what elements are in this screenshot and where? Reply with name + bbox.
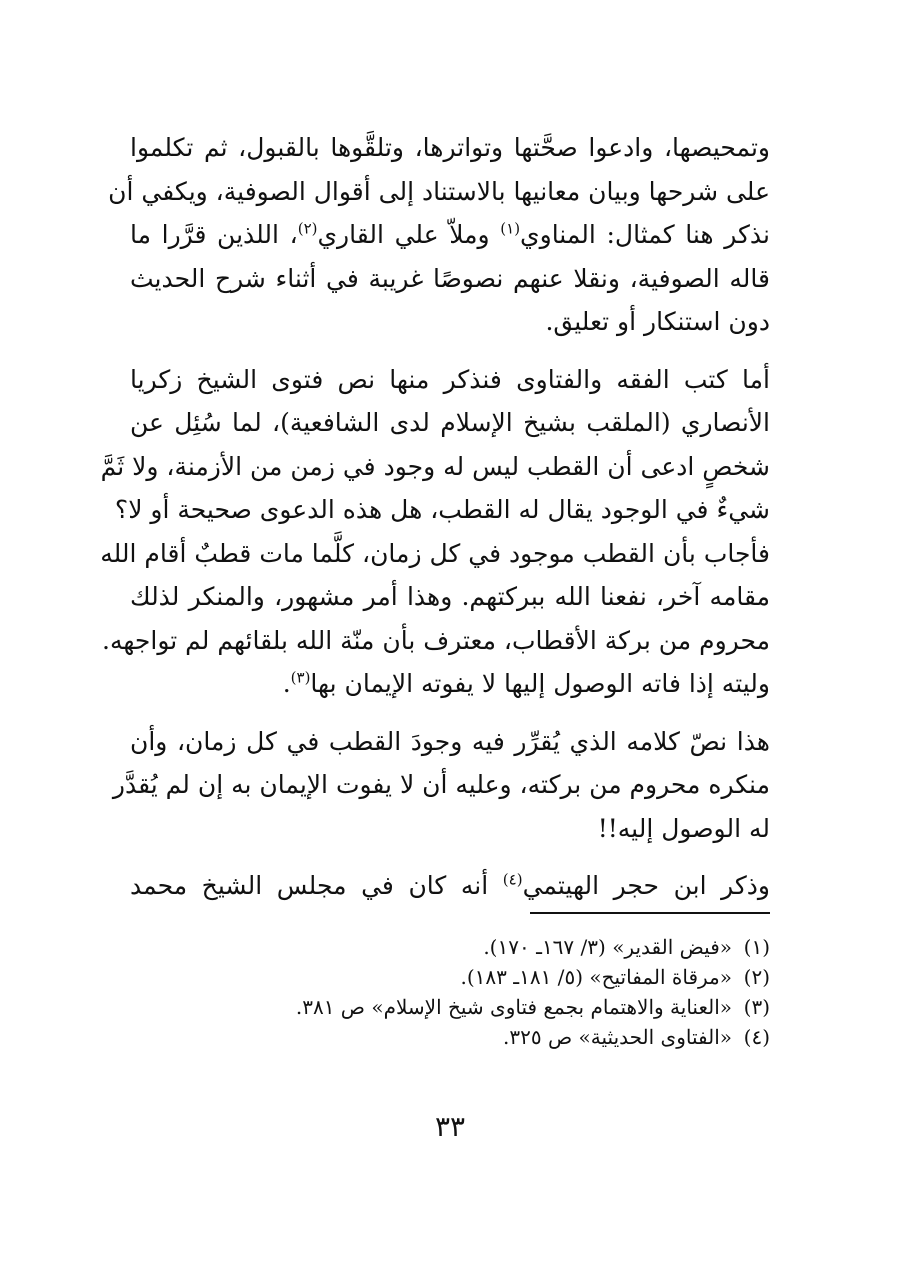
text-line: مقامه آخر، نفعنا الله ببركتهم. وهذا أمر مشهور، والمنكر لذلك xyxy=(130,582,770,611)
footnote-ref-3[interactable]: (٣) xyxy=(290,668,311,687)
text-line: نذكر هنا كمثال: المناوي$^{(١)}$ وملاّ علي القاري$^{(٢)}$، اللذين قرَّرا ما xyxy=(130,219,770,249)
footnote-text: «العناية والاهتمام بجمع فتاوى شيخ الإسلام» ص ٣٨١. xyxy=(295,995,732,1019)
paragraph-4 xyxy=(130,864,770,908)
footnote-number: (١) xyxy=(743,935,770,959)
text-line: شخصٍ ادعى أن القطب ليس له وجود في زمن من الأزمنة، ولا ثَمَّ xyxy=(100,451,770,481)
text-line: هذا نصّ كلامه الذي يُقرِّر فيه وجودَ القطب في كل زمان، وأن xyxy=(130,726,770,756)
footnote-text: «فيض القدير» (٣/ ١٦٧ـ ١٧٠). xyxy=(483,935,732,959)
footnote-3 xyxy=(130,992,770,1022)
footnote-ref-1[interactable]: (١) xyxy=(500,219,521,238)
footnote-text: «مرقاة المفاتيح» (٥/ ١٨١ـ ١٨٣). xyxy=(460,965,732,989)
paragraph-2 xyxy=(100,358,770,706)
footnotes xyxy=(130,932,770,1052)
footnote-ref-4[interactable]: (٤) xyxy=(502,870,523,889)
footnote-number: (٤) xyxy=(743,1025,770,1049)
footnote-2 xyxy=(130,962,770,992)
page-number: ٣٣ xyxy=(434,1110,466,1143)
footnote-number: (٣) xyxy=(743,995,770,1019)
main-text xyxy=(100,126,771,922)
text-line: وليته إذا فاته الوصول إليها لا يفوته الإيمان بها$^{(٣)}$. xyxy=(282,668,770,698)
text-line: قاله الصوفية، ونقلا عنهم نصوصًا غريبة في أثناء شرح الحديث xyxy=(130,263,770,293)
text-line: منكره محروم من بركته، وعليه أن لا يفوت الإيمان به إن لم يُقدَّر xyxy=(112,770,770,799)
text-line: وذكر ابن حجر الهيتمي$^{(٤)}$ أنه كان في مجلس الشيخ محمد xyxy=(130,870,771,900)
text-line: شيءٌ في الوجود يقال له القطب، هل هذه الدعوى صحيحة أو لا؟ xyxy=(114,495,770,524)
text-line: على شرحها وبيان معانيها بالاستناد إلى أقوال الصوفية، ويكفي أن xyxy=(108,176,770,206)
footnote-number: (٢) xyxy=(743,965,770,989)
footnote-separator xyxy=(530,912,770,914)
text-line: فأجاب بأن القطب موجود في كل زمان، كلَّما مات قطبٌ أقام الله xyxy=(100,538,770,568)
text-line: دون استنكار أو تعليق. xyxy=(545,307,770,336)
paragraph-3 xyxy=(112,720,770,851)
text-line: أما كتب الفقه والفتاوى فنذكر منها نص فتوى الشيخ زكريا xyxy=(130,364,770,394)
text-line: وتمحيصها، وادعوا صحَّتها وتواترها، وتلقَّوها بالقبول، ثم تكلموا xyxy=(130,133,770,162)
text-line: له الوصول إليه!! xyxy=(597,813,770,843)
footnote-1 xyxy=(130,932,770,962)
footnote-ref-2[interactable]: (٢) xyxy=(297,219,318,238)
paragraph-1 xyxy=(108,126,770,344)
footnote-4 xyxy=(130,1022,770,1052)
text-line: محروم من بركة الأقطاب، معترف بأن منّة الله بلقائهم لم تواجهه. xyxy=(102,625,770,655)
text-line: الأنصاري (الملقب بشيخ الإسلام لدى الشافعية)، لما سُئِل عن xyxy=(130,408,770,437)
footnote-text: «الفتاوى الحديثية» ص ٣٢٥. xyxy=(503,1025,732,1049)
